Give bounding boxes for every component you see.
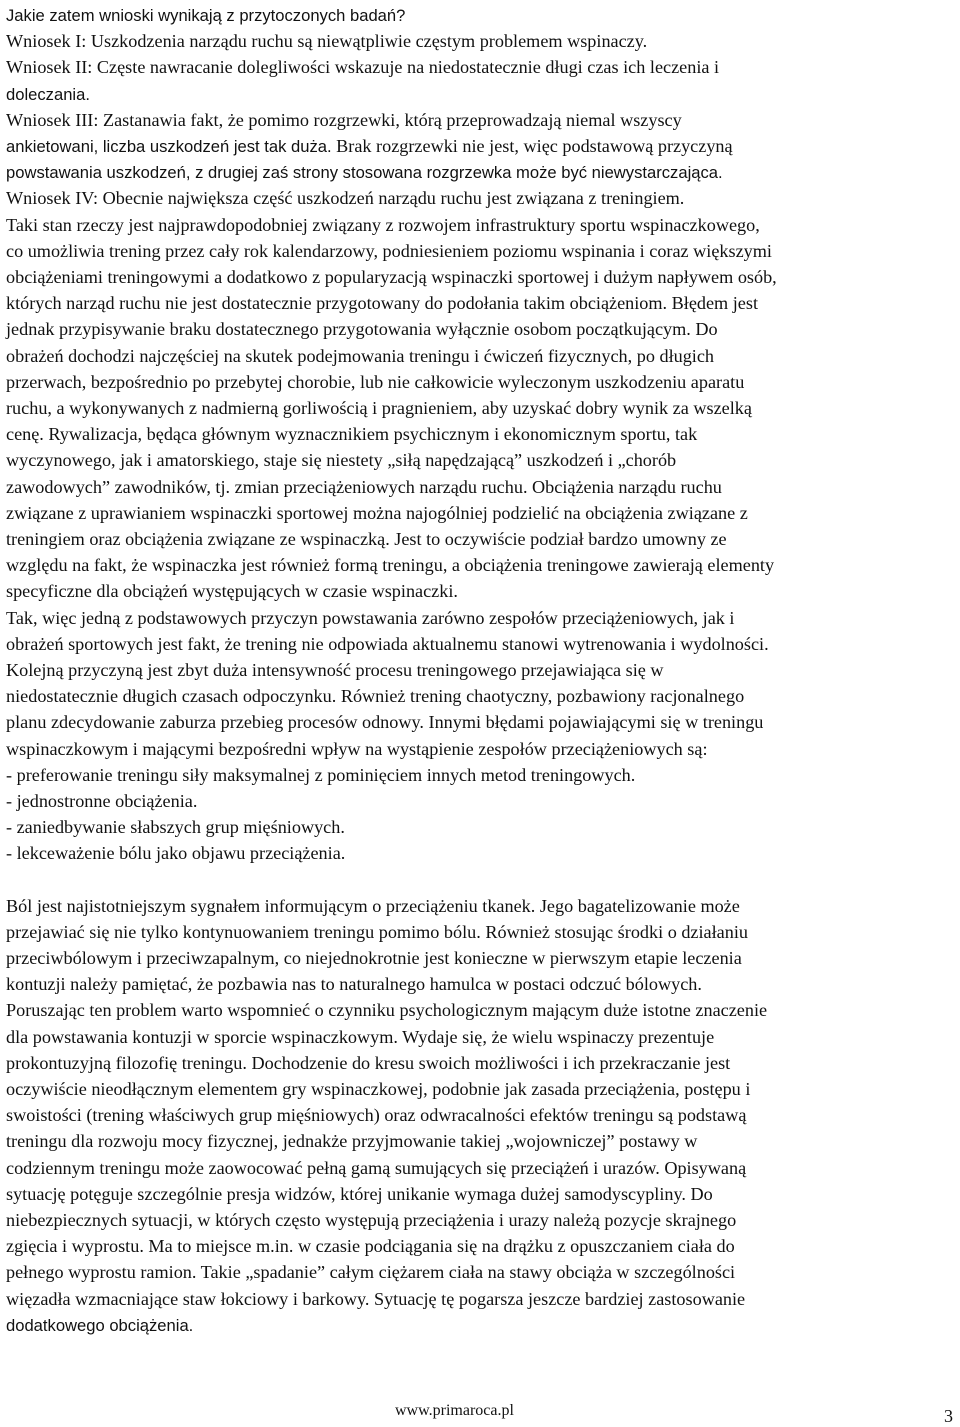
- text-line: [6, 997, 767, 1023]
- text-segment: planu zdecydowanie zaburza przebieg procesów odnowy. Innymi błędami pojawiającymi się w treningu: [6, 712, 764, 733]
- text-segment: treningiem oraz obciążenia związane ze wspinaczką. Jest to oczywiście podział bardzo umowny ze: [6, 529, 727, 549]
- text-segment: Jakie zatem wnioski wynikają z przytoczonych badań?: [6, 6, 406, 25]
- text-line: [6, 447, 676, 473]
- text-line: [6, 421, 697, 447]
- text-segment: niebezpiecznych sytuacji, w których często występują przeciążenia i urazy należą pozycje skrajnego: [6, 1210, 737, 1230]
- text-line: [6, 28, 647, 54]
- text-segment: wyczynowego, jak i amatorskiego, staje się niestety „siłą napędzającą” uszkodzeń i „chorób: [6, 450, 677, 471]
- text-segment: Tak, więc jedną z podstawowych przyczyn powstawania zarówno zespołów przeciążeniowych, jak i: [6, 607, 735, 628]
- footer-url: www.primaroca.pl: [395, 1402, 514, 1419]
- text-segment: Brak rozgrzewki nie jest, więc podstawową przyczyną: [331, 136, 733, 156]
- text-line: [6, 631, 769, 657]
- text-segment: - lekceważenie bólu jako objawu przeciążenia.: [6, 843, 346, 864]
- text-segment: jednak przypisywanie braku dostatecznego przygotowania wyłącznie osobom początkującym. Do: [6, 319, 718, 340]
- text-line: [6, 1102, 746, 1128]
- text-line: [6, 1312, 193, 1339]
- text-line: [6, 1233, 735, 1259]
- text-line: [6, 133, 733, 160]
- text-segment: specyficzne dla obciążeń występujących w czasie wspinaczki.: [6, 581, 458, 602]
- text-segment: doleczania.: [6, 84, 90, 104]
- text-line: [6, 578, 458, 604]
- text-segment: swoistości (trening właściwych grup mięśniowych) oraz odwracalności efektów treningu są podstawą: [6, 1105, 747, 1126]
- text-segment: niedostatecznie długich czasach odpoczynku. Również trening chaotyczny, pozbawiony racjonalnego: [6, 686, 745, 707]
- text-line: [6, 159, 723, 186]
- text-line: [6, 919, 748, 945]
- text-segment: Ból jest najistotniejszym sygnałem informującym o przeciążeniu tkanek. Jego bagatelizowanie może: [6, 895, 740, 916]
- text-segment: Wniosek IV: Obecnie największa część uszkodzeń narządu ruchu jest związana z treningiem.: [6, 188, 685, 209]
- text-segment: kontuzji należy pamiętać, że pozbawia nas to naturalnego hamulca w postaci odczuć bólowych.: [6, 974, 702, 995]
- text-segment: Poruszając ten problem warto wspomnieć o czynniku psychologicznym mającym duże istotne znaczenie: [6, 1000, 768, 1021]
- text-segment: przeciwbólowym i przeciwzapalnym, co niejednokrotnie jest konieczne w pierwszym etapie leczenia: [6, 948, 742, 968]
- text-segment: zgięcia i wyprostu. Ma to miejsce m.in. w czasie podciągania się na drążku z opuszczaniem ciała do: [6, 1236, 735, 1257]
- text-line: [6, 1050, 730, 1076]
- text-segment: - zaniedbywanie słabszych grup mięśniowych.: [6, 817, 345, 838]
- text-line: [6, 316, 718, 342]
- text-segment: Taki stan rzeczy jest najprawdopodobniej związany z rozwojem infrastruktury sportu wspinaczkowego,: [6, 214, 760, 235]
- text-segment: przejawiać się nie tylko kontynuowaniem treningu pomimo bólu. Również stosując środki o działaniu: [6, 921, 748, 942]
- text-line: [6, 788, 197, 814]
- text-segment: wspinaczkowym i mającymi bezpośredni wpływ na wystąpienie zespołów przeciążeniowych są:: [6, 738, 708, 759]
- text-segment: ankietowani, liczba uszkodzeń jest tak duża.: [6, 137, 332, 156]
- text-line: [6, 1286, 745, 1312]
- text-line: [6, 185, 684, 211]
- text-line: [6, 212, 760, 238]
- text-segment: przerwach, bezpośrednio po przebytej chorobie, lub nie całkowicie wyleczonym uszkodzeniu aparatu: [6, 371, 745, 392]
- text-line: [6, 945, 742, 971]
- text-line: [6, 290, 758, 316]
- text-line: [6, 552, 774, 578]
- text-segment: treningu dla rozwoju mocy fizycznej, jednakże przyjmowanie takiej „wojowniczej” postawy w: [6, 1131, 698, 1152]
- text-segment: oczywiście nieodłącznym elementem gry wspinaczkowej, podobnie jak zasada przeciążenia, postępu i: [6, 1079, 751, 1099]
- text-line: [6, 54, 719, 80]
- text-line: [6, 1259, 735, 1285]
- text-segment: Kolejną przyczyną jest zbyt duża intensywność procesu treningowego przejawiająca się w: [6, 660, 664, 680]
- text-line: [6, 343, 714, 369]
- text-segment: - preferowanie treningu siły maksymalnej z pominięciem innych metod treningowych.: [6, 764, 636, 785]
- text-line: [6, 474, 722, 500]
- text-segment: obciążeniami treningowymi a dodatkowo z popularyzacją wspinaczki sportowej i dużym napływem osób,: [6, 267, 777, 287]
- text-line: [6, 1076, 750, 1102]
- text-line: [6, 1181, 713, 1207]
- text-line: [6, 1155, 746, 1181]
- text-line: [6, 736, 708, 762]
- text-segment: Wniosek III: Zastanawia fakt, że pomimo rozgrzewki, którą przeprowadzają niemal wszyscy: [6, 109, 682, 130]
- text-line: [6, 762, 635, 788]
- text-line: [6, 971, 702, 997]
- text-segment: więzadła wzmacniające staw łokciowy i barkowy. Sytuację tę pogarsza jeszcze bardziej zastosowanie: [6, 1288, 746, 1309]
- text-segment: ruchu, a wykonywanych z nadmierną gorliwością i pragnieniem, aby uzyskać dobry wynik za wszelką: [6, 398, 752, 418]
- text-line: [6, 526, 727, 552]
- text-segment: obrażeń dochodzi najczęściej na skutek podejmowania treningu i ćwiczeń fizycznych, po długich: [6, 345, 715, 366]
- text-segment: co umożliwia trening przez cały rok kalendarzowy, podniesieniem poziomu wspinania i coraz większymi: [6, 240, 772, 261]
- text-line: [6, 264, 777, 290]
- text-line: [6, 369, 744, 395]
- text-segment: sytuację potęguje szczególnie presja widzów, której unikanie wymaga dużej samodyscypliny. Do: [6, 1183, 713, 1204]
- text-line: [6, 500, 748, 526]
- text-segment: Wniosek II: Częste nawracanie dolegliwości wskazuje na niedostatecznie długi czas ich leczenia i: [6, 57, 720, 78]
- text-segment: codziennym treningu może zaowocować pełną gamą sumujących się przeciążeń i urazów. Opisywaną: [6, 1157, 747, 1178]
- text-segment: względu na fakt, że wspinaczka jest również formą treningu, a obciążenia treningowe zawierają elementy: [6, 555, 775, 576]
- text-line: [6, 709, 763, 735]
- text-line: [6, 81, 90, 108]
- text-line: [6, 1207, 736, 1233]
- text-line: [6, 814, 345, 840]
- text-segment: - jednostronne obciążenia.: [6, 791, 198, 811]
- text-segment: prokontuzyjną filozofię treningu. Dochodzenie do kresu swoich możliwości i ich przekraczanie jest: [6, 1052, 731, 1073]
- text-segment: obrażeń sportowych jest fakt, że trening nie odpowiada aktualnemu stanowi wytrenowania i wydolności.: [6, 633, 769, 654]
- text-line: [6, 107, 682, 133]
- text-line: [6, 395, 752, 421]
- text-line: [6, 1128, 697, 1154]
- text-line: [6, 840, 345, 866]
- text-line: [6, 893, 740, 919]
- text-segment: dla powstawania kontuzji w sporcie wspinaczkowym. Wydaje się, że wielu wspinaczy prezentuje: [6, 1026, 715, 1047]
- text-segment: Wniosek I: Uszkodzenia narządu ruchu są niewątpliwie częstym problemem wspinaczy.: [6, 31, 648, 52]
- text-line: [6, 657, 664, 683]
- text-segment: powstawania uszkodzeń, z drugiej zaś strony stosowana rozgrzewka może być niewystarczająca.: [6, 163, 723, 183]
- text-line: [6, 683, 744, 709]
- text-segment: dodatkowego obciążenia.: [6, 1315, 194, 1335]
- text-segment: których narząd ruchu nie jest dostatecznie przygotowany do podołania takim obciążeniom. Błędem jest: [6, 293, 759, 314]
- text-segment: cenę. Rywalizacja, będąca głównym wyznacznikiem psychicznym i ekonomicznym sportu, tak: [6, 424, 698, 445]
- text-line: [6, 2, 405, 29]
- text-segment: związane z uprawianiem wspinaczki sportowej można najogólniej podzielić na obciążenia związane z: [6, 502, 748, 523]
- page-number: 3: [944, 1406, 953, 1426]
- text-line: [6, 238, 772, 264]
- text-segment: pełnego wyprostu ramion. Takie „spadanie” całym ciężarem ciała na stawy obciąża w szczególności: [6, 1262, 736, 1283]
- text-segment: zawodowych” zawodników, tj. zmian przeciążeniowych narządu ruchu. Obciążenia narządu ruchu: [6, 476, 722, 497]
- text-line: [6, 1024, 714, 1050]
- text-line: [6, 605, 734, 631]
